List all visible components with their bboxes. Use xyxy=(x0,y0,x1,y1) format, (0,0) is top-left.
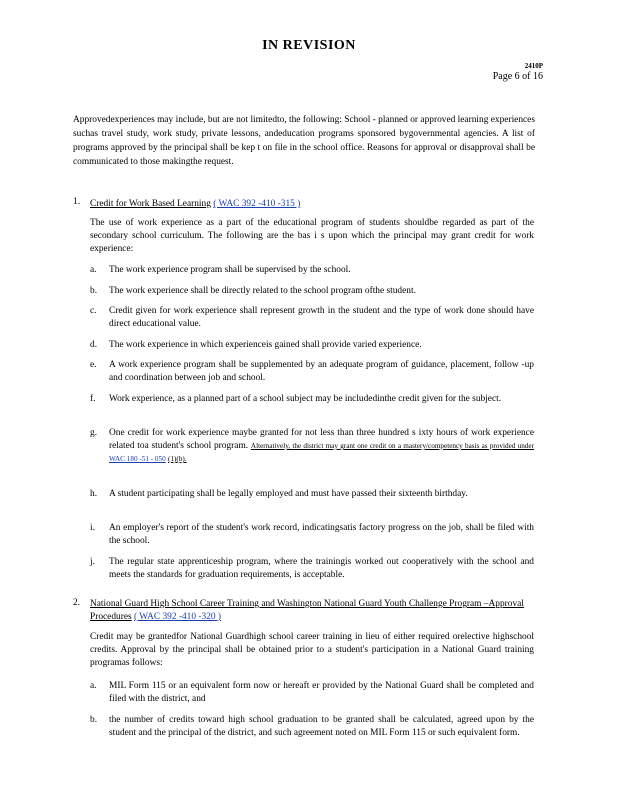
item-letter: d. xyxy=(90,340,98,350)
item-text: The work experience in which experienceis gained shall provide varied experience. xyxy=(109,340,422,350)
item-text: The regular state apprenticeship program, where the trainingis worked out cooperatively with the school and meets the standards for graduation requirements, is acceptable. xyxy=(109,557,534,580)
intro-paragraph: Approvedexperiences may include, but are not limitedto, the following: School - planned or approved learning experiences suchas travel study, work study, private lessons, andeducation programs sponsored bygovernmental agencies. A list of programs approved by the principal shall be kep t on file in the school office. Reasons for approval or disapproval shall be communicated to those makingthe request. xyxy=(73,115,535,167)
item-text: A student participating shall be legally employed and must have passed their sixteenth birthday. xyxy=(109,489,468,499)
section-2-wac-link[interactable]: ( WAC 392 -410 -320 ) xyxy=(134,612,222,622)
section-1-wac-link[interactable]: ( WAC 392 -410 -315 ) xyxy=(213,199,301,209)
item-letter: b. xyxy=(90,715,98,725)
section-1-title: Credit for Work Based Learning xyxy=(90,199,211,209)
item-text: the number of credits toward high school graduation to be granted shall be calculated, agreed upon by the student and the principal of the district, and such agreement noted on MIL Form 115 or such equivalent form. xyxy=(109,715,534,738)
item-g-amendment: Alternatively, the district may grant one credit on a mastery/competency basis as provided under xyxy=(250,442,534,450)
item-g-text: One credit for work experience maybe granted for not less than three hundred s ixty hours of work experience related toa student's school program. xyxy=(109,428,534,451)
item-letter: g. xyxy=(90,428,98,438)
policy-code: 2410P xyxy=(524,62,543,70)
item-letter: f. xyxy=(90,394,96,404)
item-letter: a. xyxy=(90,265,97,275)
item-text: Work experience, as a planned part of a school subject may be includedinthe credit given for the subject. xyxy=(109,394,502,404)
item-text xyxy=(109,427,534,466)
item-letter: a. xyxy=(90,681,97,691)
item-letter: i. xyxy=(90,523,95,533)
item-text: A work experience program shall be supplemented by an adequate program of guidance, placement, follow -up and coordination between job and school. xyxy=(109,360,534,383)
item-text: The work experience shall be directly related to the school program ofthe student. xyxy=(109,286,416,296)
item-letter: c. xyxy=(90,306,97,316)
section-1-heading xyxy=(90,197,300,211)
section-2-number: 2. xyxy=(73,598,81,608)
item-letter: e. xyxy=(90,360,97,370)
item-text: The work experience program shall be supervised by the school. xyxy=(109,265,351,275)
page-number: Page 6 of 16 xyxy=(492,71,543,82)
item-g-wac-link[interactable]: WAC 180 -51 - 050 xyxy=(109,455,166,463)
item-text: Credit given for work experience shall represent growth in the student and the type of work done should have direct educational value. xyxy=(109,306,534,329)
item-text: An employer's report of the student's work record, indicatingsatis factory progress on the job, shall be filed with the school. xyxy=(109,523,534,546)
item-letter: j. xyxy=(90,557,95,567)
section-2-heading xyxy=(90,598,534,624)
item-letter: b. xyxy=(90,286,98,296)
section-1-body: The use of work experience as a part of the educational program of students shouldbe regarded as part of the secondary school curriculum. The following are the bas i s upon which the principal may grant credit for work experience: xyxy=(90,218,534,254)
item-text: MIL Form 115 or an equivalent form now or hereaft er provided by the National Guard shall be completed and filed with the district, and xyxy=(109,681,534,704)
section-2-body: Credit may be grantedfor National Guardhigh school career training in lieu of either required orelective highschool credits. Approval by the principal shall be obtained prior to a student's participation in a National Guard training programas follows: xyxy=(90,632,534,668)
section-2-title: National Guard High School Career Training and Washington National Guard Youth Challenge Program –Approval Procedures xyxy=(90,599,524,622)
section-1-number: 1. xyxy=(73,197,81,207)
page-title: IN REVISION xyxy=(262,38,356,53)
item-letter: h. xyxy=(90,489,98,499)
item-g-amendment-end: (1)(b). xyxy=(168,455,187,463)
